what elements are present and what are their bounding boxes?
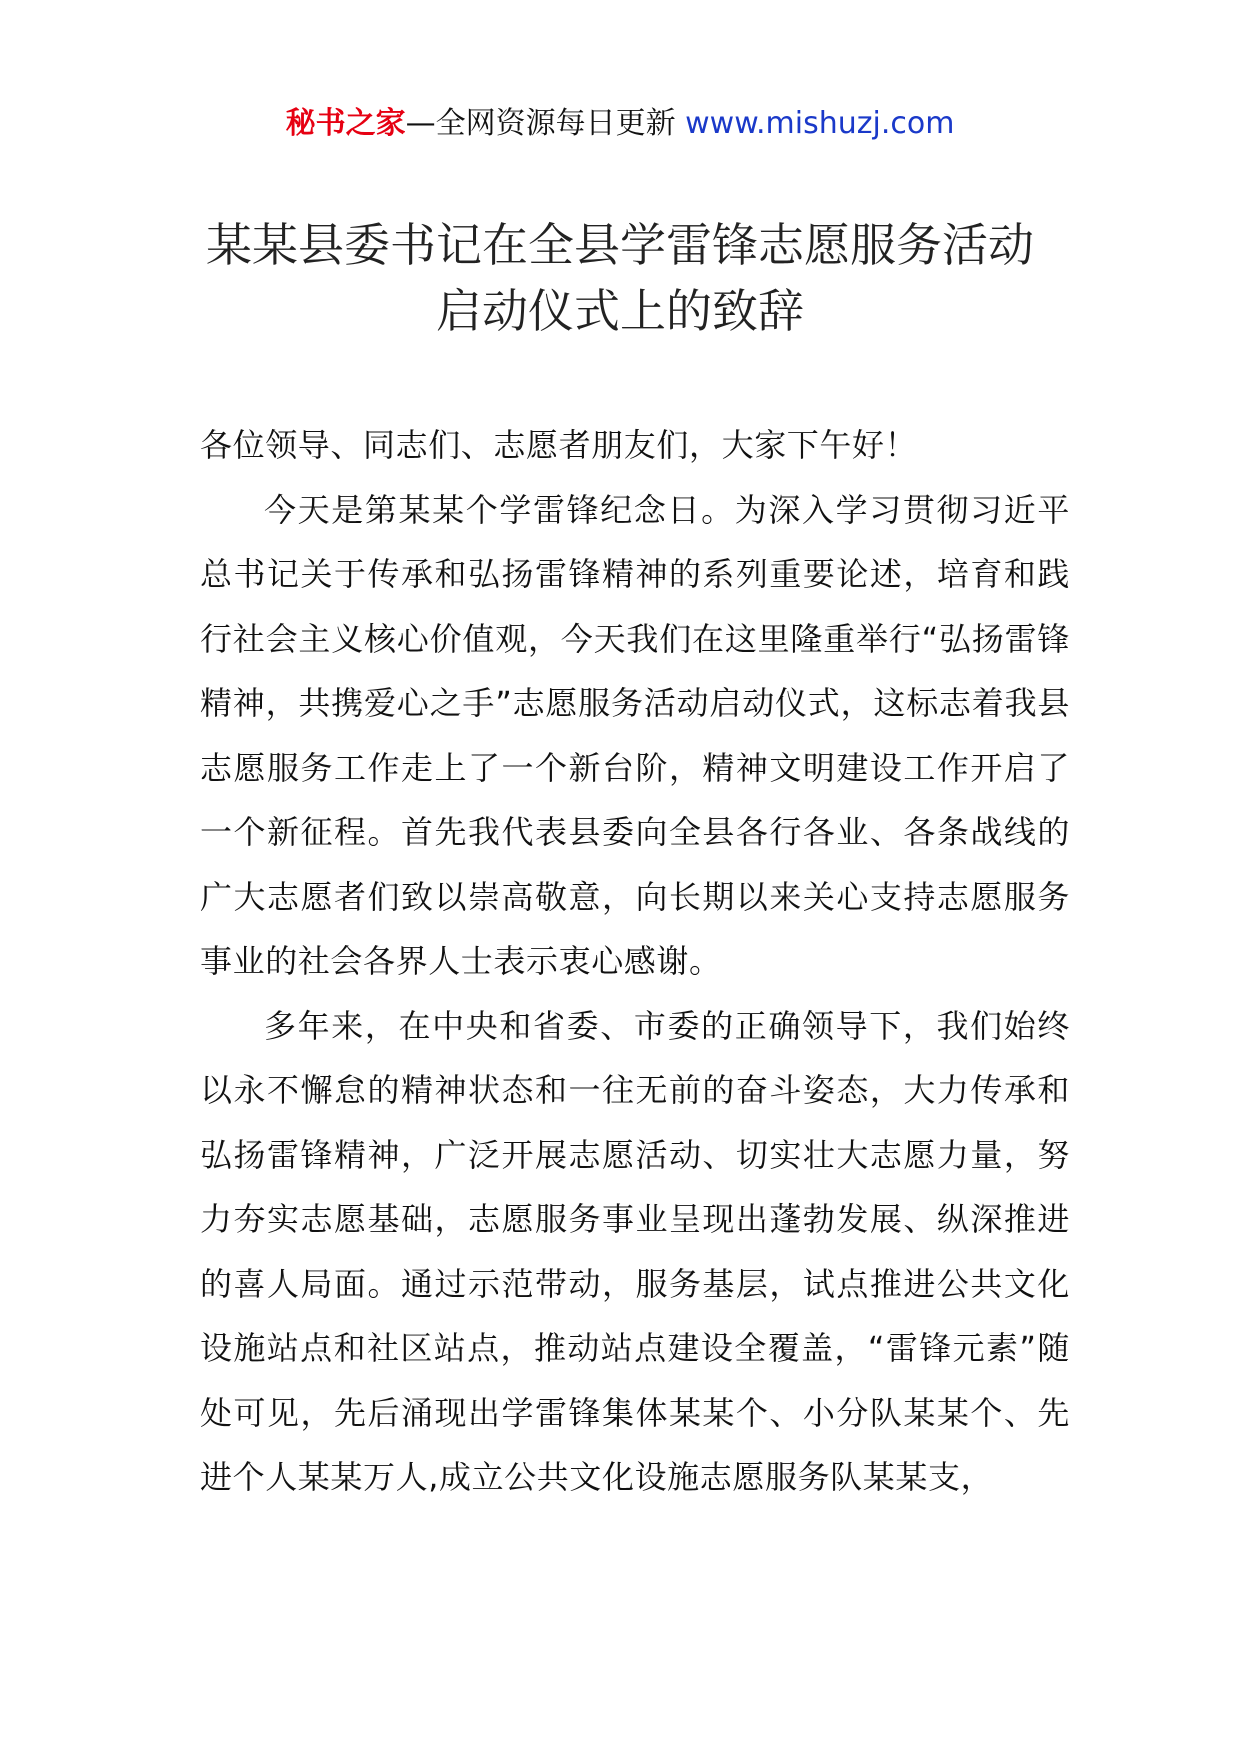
site-url-link[interactable]: www.mishuzj.com [685,106,955,141]
document-title-line-1: 某某县委书记在全县学雷锋志愿服务活动 [206,218,1034,272]
document-title-line-2: 启动仪式上的致辞 [436,284,804,338]
document-body [200,413,1070,1510]
body-paragraph-2: 多年来，在中央和省委、市委的正确领导下，我们始终以永不懈怠的精神状态和一往无前的奋斗姿态，大力传承和弘扬雷锋精神，广泛开展志愿活动、切实壮大志愿力量，努力夯实志愿基础，志愿服务事业呈现出蓬勃发展、纵深推进的喜人局面。通过示范带动，服务基层，试点推进公共文化设施站点和社区站点，推动站点建设全覆盖，“雷锋元素”随处可见，先后涌现出学雷锋集体某某个、小分队某某个、先进个人某某万人,成立公共文化设施志愿服务队某某支， [200,1006,1070,1496]
body-paragraph-1: 今天是第某某个学雷锋纪念日。为深入学习贯彻习近平总书记关于传承和弘扬雷锋精神的系列重要论述，培育和践行社会主义核心价值观，今天我们在这里隆重举行“弘扬雷锋精神，共携爱心之手”志愿服务活动启动仪式，这标志着我县志愿服务工作走上了一个新台阶，精神文明建设工作开启了一个新征程。首先我代表县委向全县各行各业、各条战线的广大志愿者们致以崇高敬意，向长期以来关心支持志愿服务事业的社会各界人士表示衷心感谢。 [200,490,1070,980]
brand-name: 秘书之家 [285,106,406,141]
site-header [0,100,1240,148]
document-title [150,212,1090,344]
greeting-paragraph: 各位领导、同志们、志愿者朋友们，大家下午好！ [200,426,918,464]
header-slogan: —全网资源每日更新 [405,106,676,141]
